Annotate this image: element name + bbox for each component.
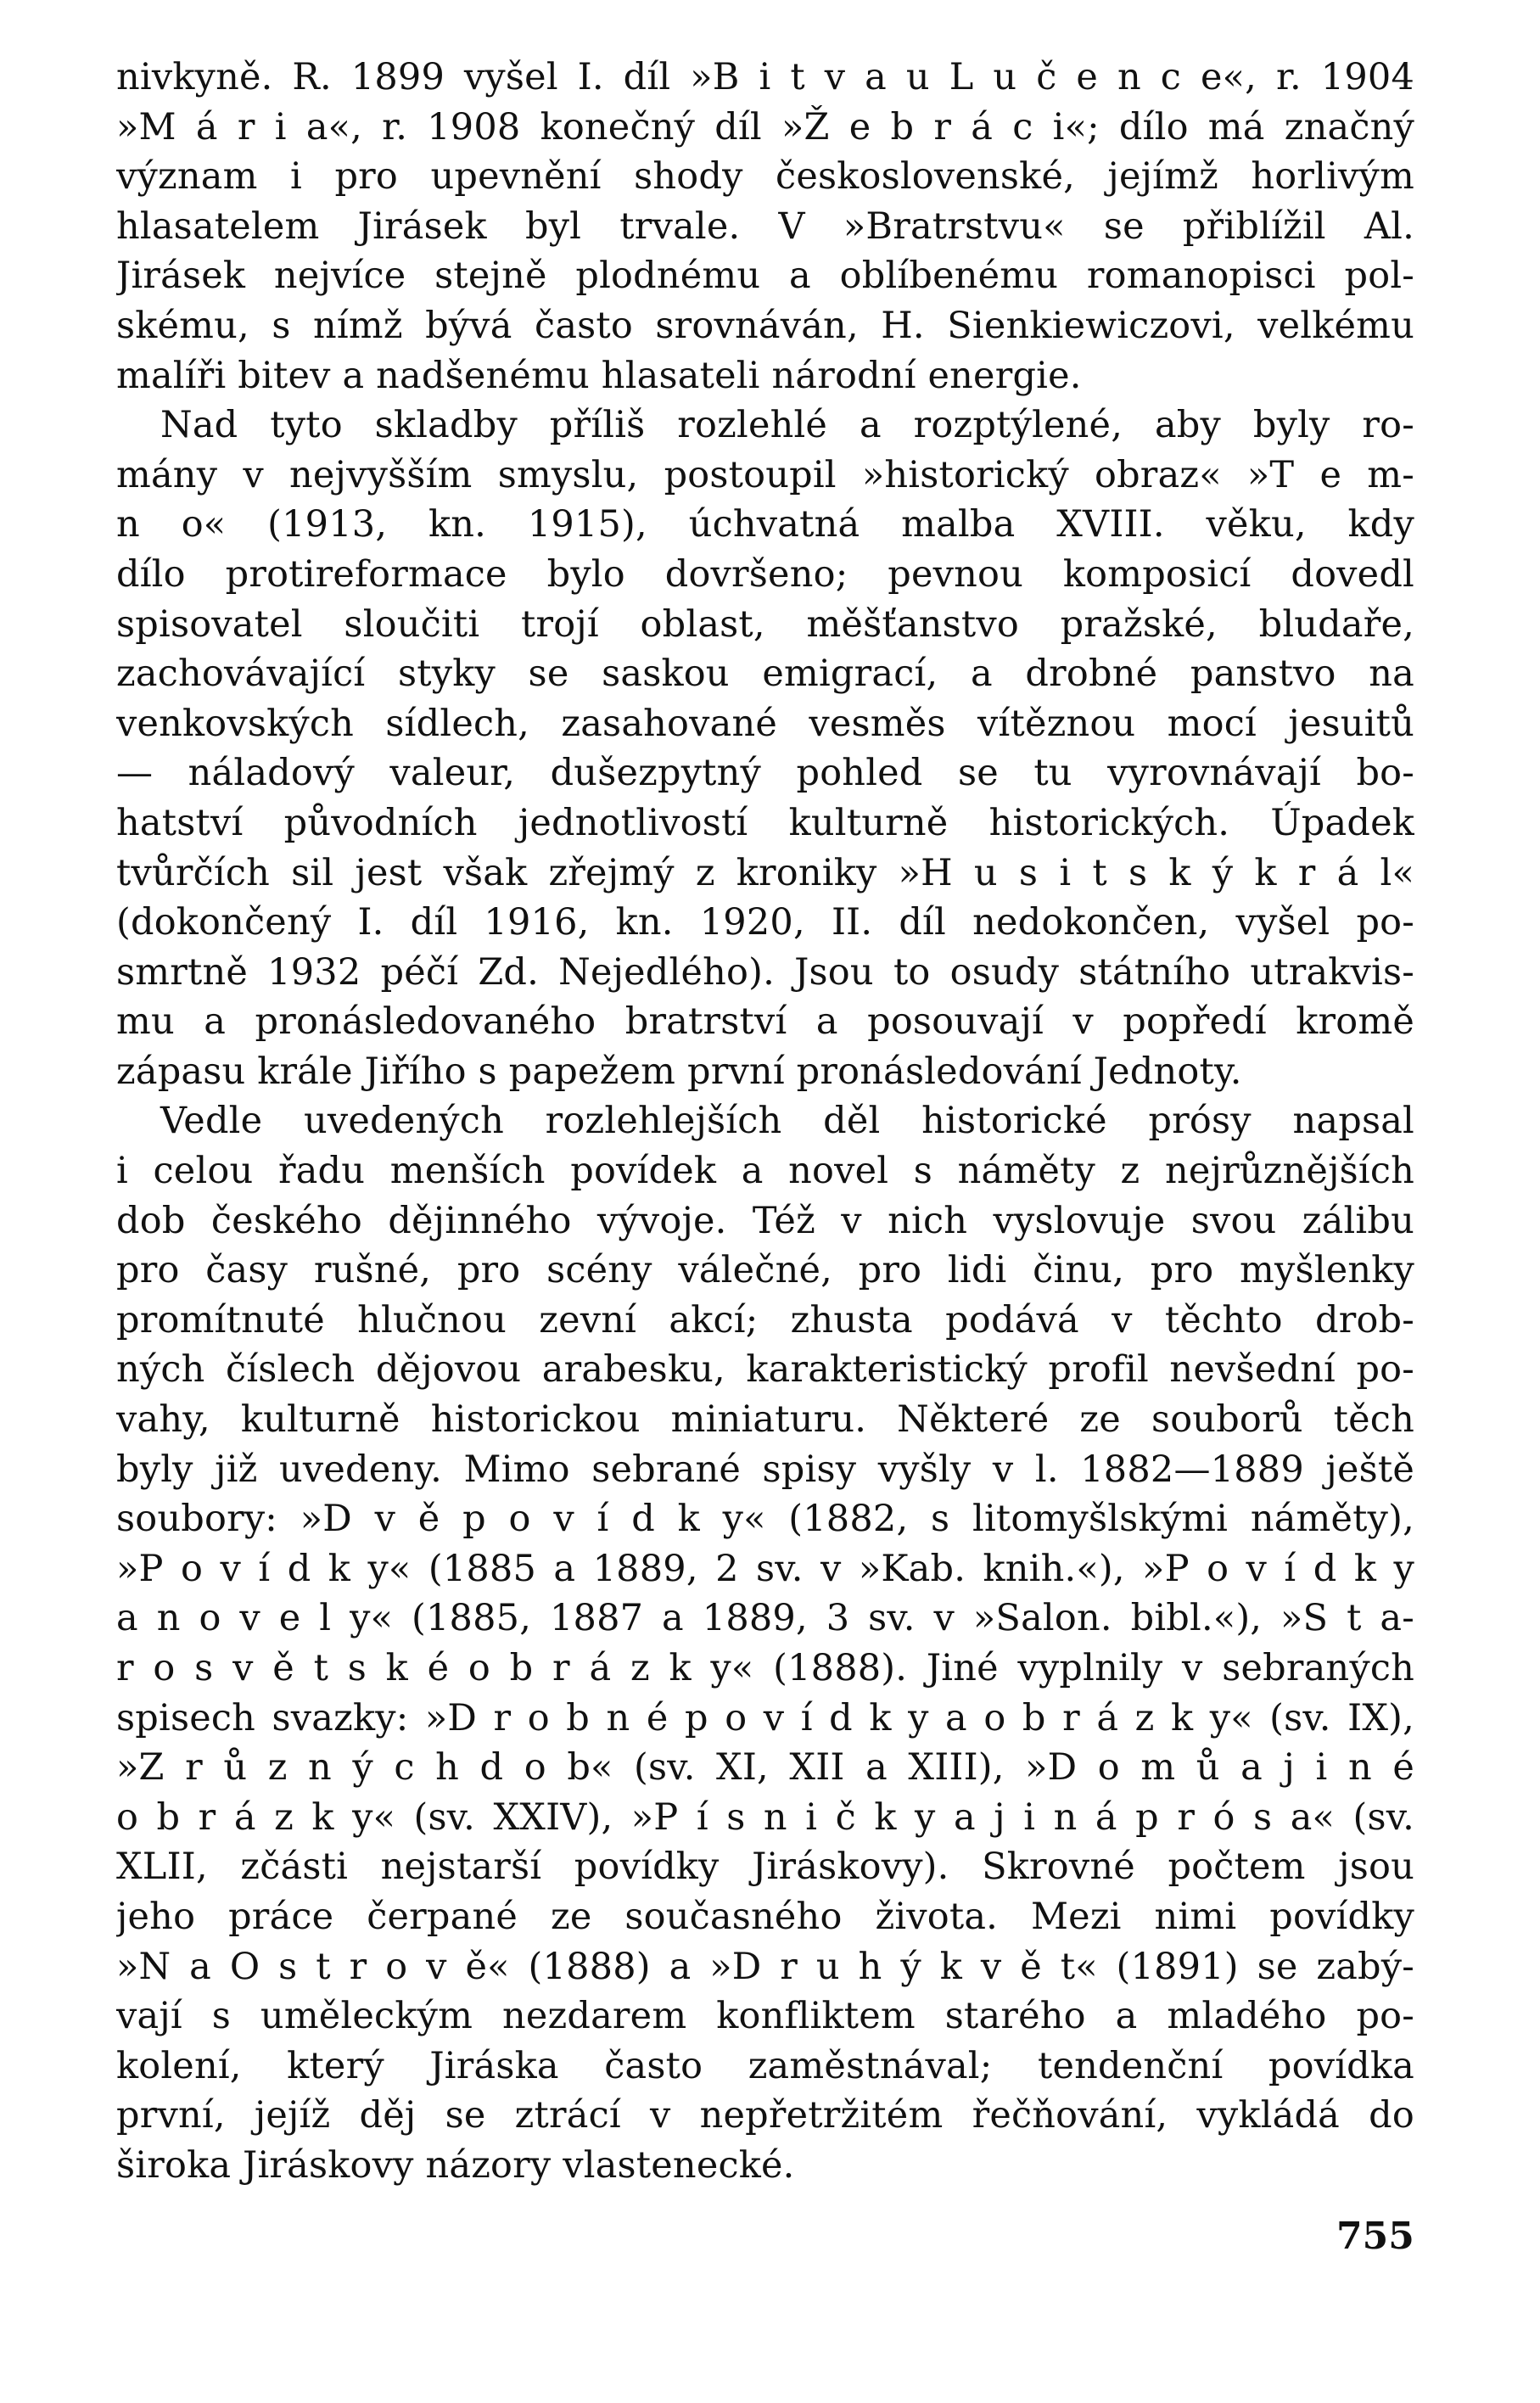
text-line: hatství původních jednotlivostí kulturně historických. Úpadek	[116, 801, 1414, 844]
text-line: skému, s nímž bývá často srovnáván, H. Sienkiewiczovi, velkému	[116, 304, 1414, 347]
text-line: smrtně 1932 péčí Zd. Nejedlého). Jsou to osudy státního utrakvis-	[116, 950, 1414, 994]
text-line: kolení, který Jiráska často zaměstnával; tendenční povídka	[116, 2044, 1414, 2087]
text-line: Jirásek nejvíce stejně plodnému a oblíbenému romanopisci pol-	[116, 255, 1414, 298]
text-line: tvůrčích sil jest však zřejmý z kroniky »H u s i t s k ý k r á l«	[116, 851, 1414, 894]
paragraph-start-line: Vedle uvedených rozlehlejších děl historické prósy napsal	[160, 1100, 1414, 1143]
text-line: (dokončený I. díl 1916, kn. 1920, II. díl nedokončen, vyšel po-	[116, 901, 1414, 944]
text-line: byly již uvedeny. Mimo sebrané spisy vyšly v l. 1882—1889 ještě	[116, 1448, 1414, 1491]
paragraph-start-line: Nad tyto skladby příliš rozlehlé a rozptýlené, aby byly ro-	[160, 404, 1414, 447]
page-number: 755	[1336, 2215, 1414, 2258]
text-line: »P o v í d k y« (1885 a 1889, 2 sv. v »Kab. knih.«), »P o v í d k y	[116, 1547, 1414, 1590]
text-line: nivkyně. R. 1899 vyšel I. díl »B i t v a u L u č e n c e«, r. 1904	[116, 56, 1414, 98]
text-line: i celou řadu menších povídek a novel s náměty z nejrůznějších	[116, 1150, 1414, 1193]
text-line: vahy, kulturně historickou miniaturu. Některé ze souborů těch	[116, 1398, 1414, 1442]
text-line: a n o v e l y« (1885, 1887 a 1889, 3 sv. v »Salon. bibl.«), »S t a-	[116, 1597, 1414, 1640]
text-line: n o« (1913, kn. 1915), úchvatná malba XVIII. věku, kdy	[116, 503, 1414, 546]
text-line: XLII, zčásti nejstarší povídky Jiráskovy). Skrovné počtem jsou	[116, 1846, 1414, 1889]
text-line: mu a pronásledovaného bratrství a posouvají v popředí kromě	[116, 1000, 1414, 1044]
text-line: význam i pro upevnění shody československé, jejímž horlivým	[116, 155, 1414, 199]
text-line: promítnuté hlučnou zevní akcí; zhusta podává v těchto drob-	[116, 1298, 1414, 1342]
text-line: dob českého dějinného vývoje. Též v nich vyslovuje svou zálibu	[116, 1199, 1414, 1242]
text-line: mány v nejvyšším smyslu, postoupil »historický obraz« »T e m-	[116, 453, 1414, 496]
text-line: vají s uměleckým nezdarem konfliktem starého a mladého po-	[116, 1995, 1414, 2038]
body-text	[116, 53, 1414, 2191]
text-line: ných číslech dějovou arabesku, karakteristický profil nevšední po-	[116, 1348, 1414, 1392]
paragraph-end-line: malíři bitev a nadšenému hlasateli národní energie.	[116, 354, 1082, 397]
text-line: »M á r i a«, r. 1908 konečný díl »Ž e b r á c i«; dílo má značný	[116, 105, 1414, 148]
text-line: jeho práce čerpané ze současného života. Mezi nimi povídky	[116, 1895, 1414, 1938]
text-line: první, jejíž děj se ztrácí v nepřetržitém řečňování, vykládá do	[116, 2094, 1414, 2137]
paragraph-end-line: zápasu krále Jiřího s papežem první pronásledování Jednoty.	[116, 1050, 1242, 1093]
text-line: spisech svazky: »D r o b n é p o v í d k y a o b r á z k y« (sv. IX),	[116, 1696, 1414, 1739]
text-line: zachovávající styky se saskou emigrací, a drobné panstvo na	[116, 653, 1414, 696]
text-line: hlasatelem Jirásek byl trvale. V »Bratrstvu« se přiblížil Al.	[116, 204, 1414, 248]
text-line: »Z r ů z n ý c h d o b« (sv. XI, XII a XIII), »D o m ů a j i n é	[116, 1746, 1414, 1790]
text-line: venkovských sídlech, zasahované vesměs vítěznou mocí jesuitů	[116, 702, 1414, 745]
text-line: — náladový valeur, dušezpytný pohled se tu vyrovnávají bo-	[116, 752, 1414, 795]
text-line: pro časy rušné, pro scény válečné, pro lidi činu, pro myšlenky	[116, 1249, 1414, 1292]
text-line: o b r á z k y« (sv. XXIV), »P í s n i č k y a j i n á p r ó s a« (sv.	[116, 1795, 1414, 1839]
paragraph-end-line: široka Jiráskovy názory vlastenecké.	[116, 2143, 795, 2187]
text-line: soubory: »D v ě p o v í d k y« (1882, s litomyšlskými náměty),	[116, 1498, 1414, 1541]
text-line: »N a O s t r o v ě« (1888) a »D r u h ý k v ě t« (1891) se zabý-	[116, 1945, 1414, 1988]
text-line: r o s v ě t s k é o b r á z k y« (1888). Jiné vyplnily v sebraných	[116, 1647, 1414, 1689]
text-line: dílo protireformace bylo dovršeno; pevnou komposicí dovedl	[116, 552, 1414, 596]
text-line: spisovatel sloučiti trojí oblast, měšťanstvo pražské, bludaře,	[116, 602, 1414, 646]
